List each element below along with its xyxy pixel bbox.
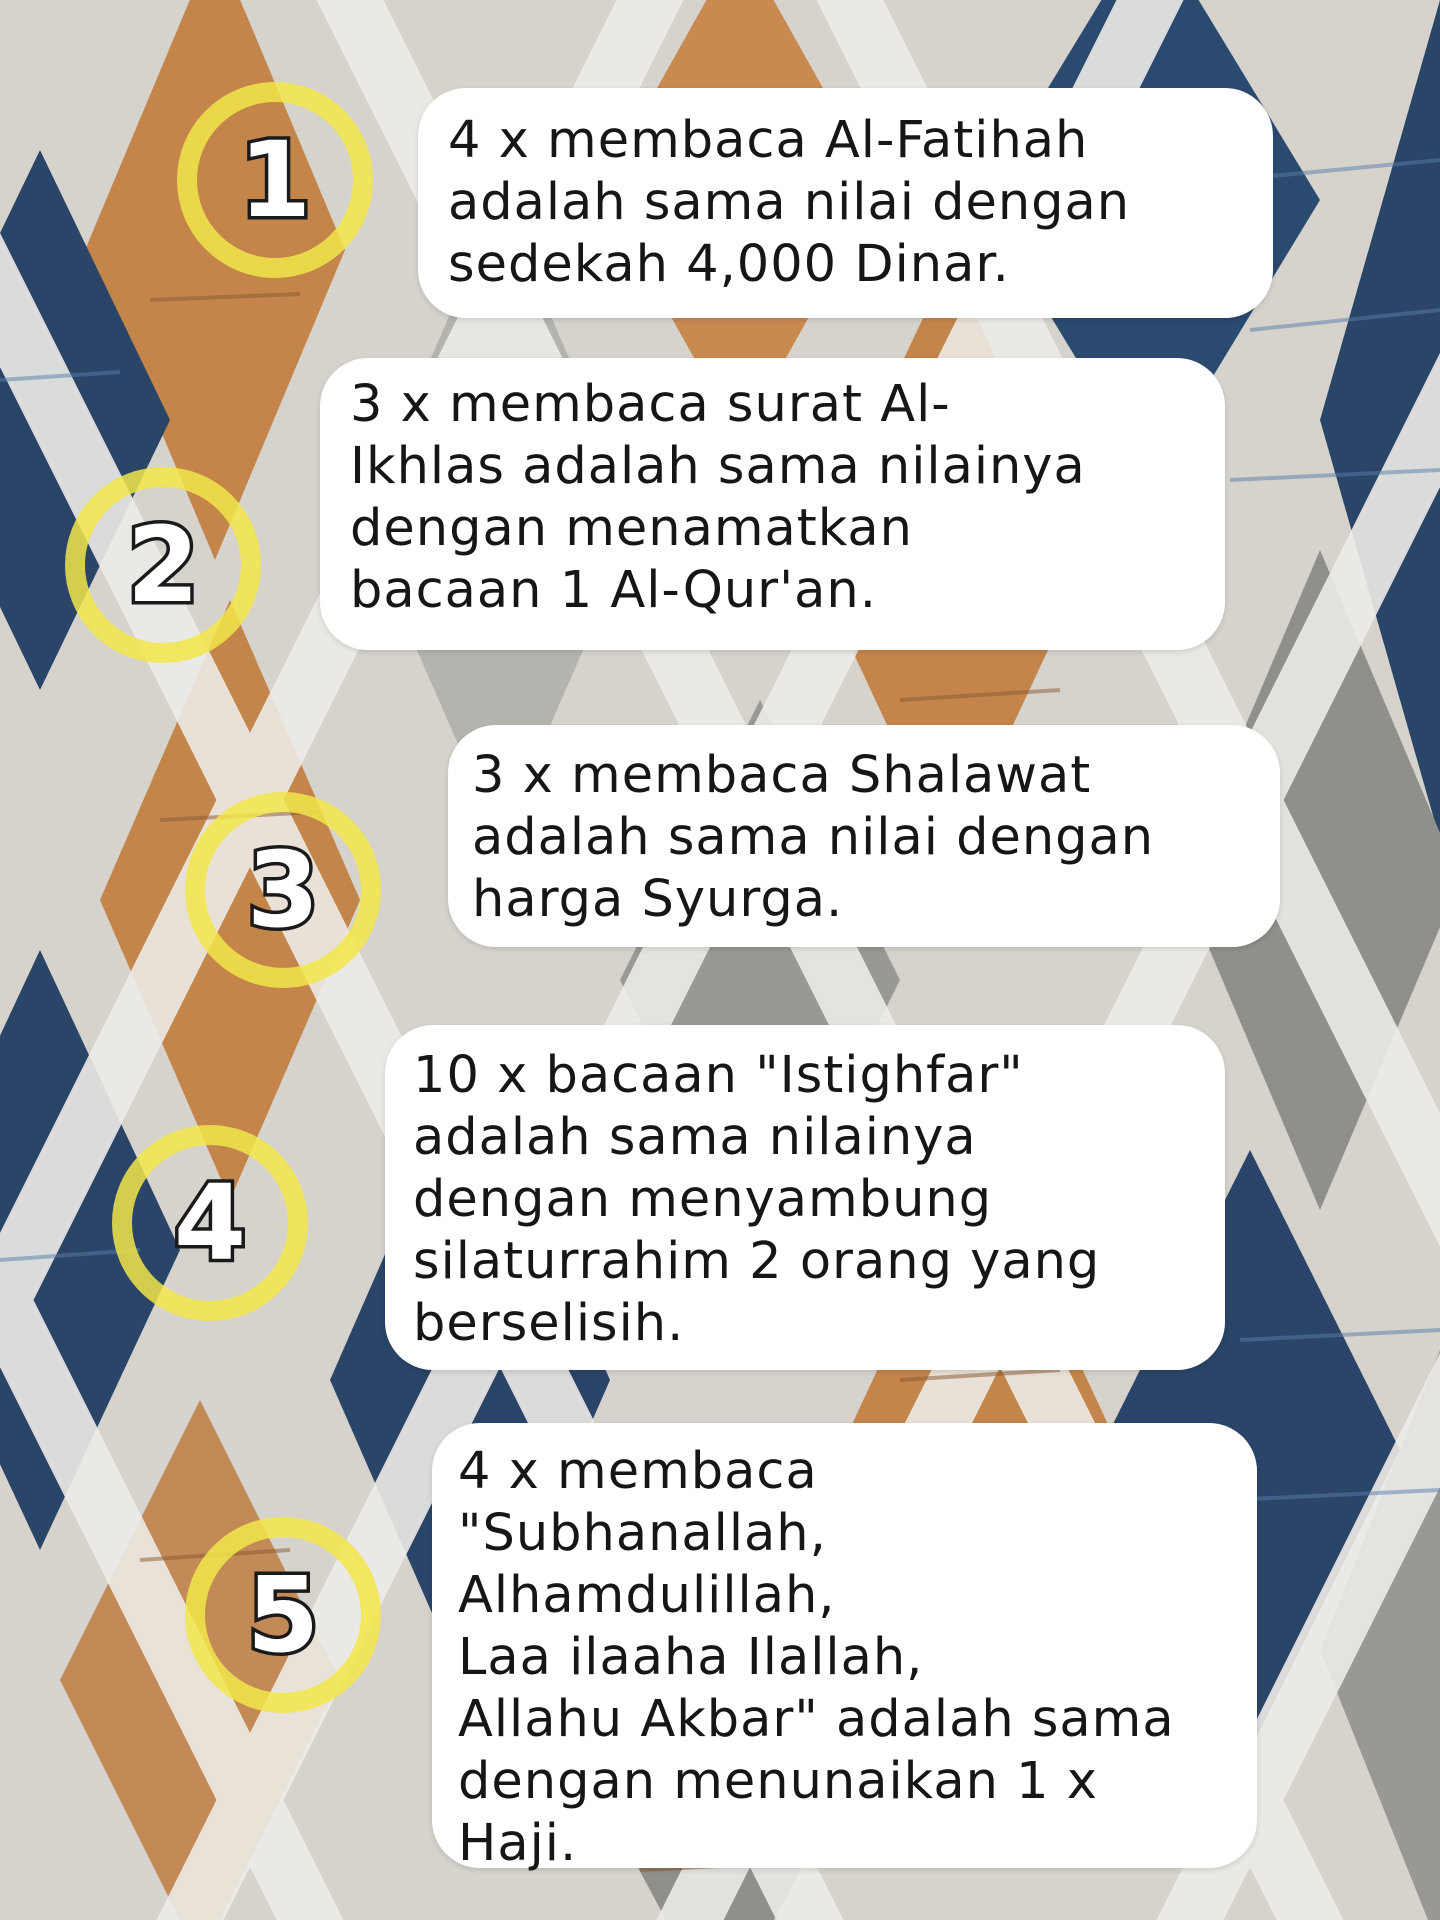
card-4 [385,1025,1225,1370]
card-1 [418,88,1273,318]
card-text: 4 x membaca Al-Fatihah adalah sama nilai dengan sedekah 4,000 Dinar. [448,111,1131,294]
number-badge-5 [168,1500,398,1730]
item-number: 1 [238,119,312,241]
card-text: 4 x membaca "Subhanallah, Alhamdulillah, Laa ilaaha Ilallah, Allahu Akbar" adalah sama dengan menunaikan 1 x Haji. [458,1442,1175,1873]
number-badge-4 [95,1108,325,1338]
card-2 [320,358,1225,650]
card-text: 3 x membaca Shalawat adalah sama nilai dengan harga Syurga. [472,746,1155,929]
number-badge-2 [48,450,278,680]
card-5 [432,1423,1257,1873]
card-3 [448,725,1280,947]
item-number: 3 [246,829,320,951]
item-number: 5 [246,1554,320,1676]
number-badge-1 [160,65,390,295]
card-text: 10 x bacaan "Istighfar" adalah sama nilainya dengan menyambung silaturrahim 2 orang yang berselisih. [413,1046,1101,1353]
card-text: 3 x membaca surat Al- Ikhlas adalah sama nilainya dengan menamatkan bacaan 1 Al-Qur'an. [350,375,1086,620]
number-badge-3 [168,775,398,1005]
item-number: 2 [126,504,200,626]
item-number: 4 [173,1162,247,1284]
